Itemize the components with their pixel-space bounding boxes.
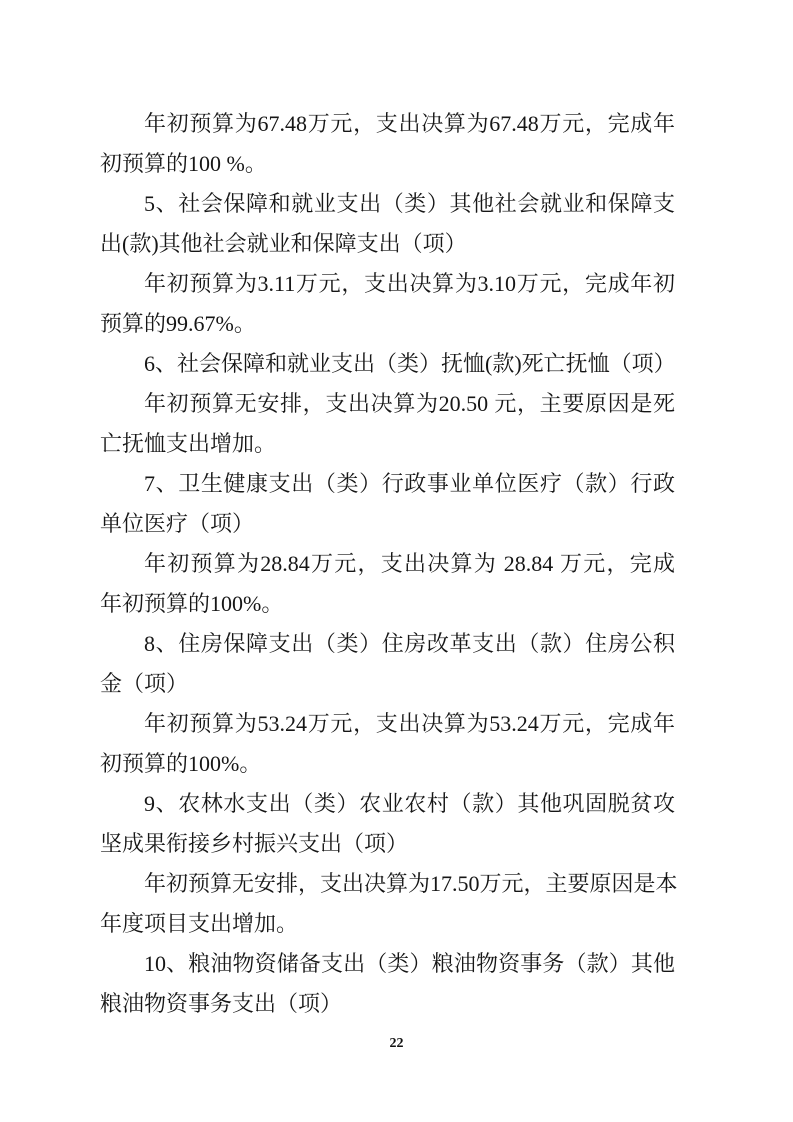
heading-line: 6、社会保障和就业支出（类）抚恤(款)死亡抚恤（项） [144,351,676,376]
body-line: 年初预算无安排，支出决算为20.50 元，主要原因是死 [144,391,675,416]
body-line: 年初预算的100%。 [100,591,284,616]
body-line: 亡抚恤支出增加。 [100,431,277,456]
heading-line: 9、农林水支出（类）农业农村（款）其他巩固脱贫攻 [144,791,675,816]
page-number: 22 [389,1036,404,1051]
body-line: 年初预算为3.11万元，支出决算为3.10万元，完成年初 [144,271,675,296]
heading-line: 5、社会保障和就业支出（类）其他社会就业和保障支 [144,191,675,216]
body-line: 初预算的100%。 [100,751,262,776]
heading-line: 单位医疗（项） [100,511,255,536]
body-line: 年初预算为67.48万元，支出决算为67.48万元，完成年 [144,111,675,136]
body-line: 年初预算无安排，支出决算为17.50万元，主要原因是本 [144,871,678,896]
heading-line: 出(款)其他社会就业和保障支出（项） [100,231,467,256]
body-line: 年初预算为53.24万元，支出决算为53.24万元，完成年 [144,711,675,736]
heading-line: 8、住房保障支出（类）住房改革支出（款）住房公积 [144,631,675,656]
body-line: 初预算的100 %。 [100,151,267,176]
body-line: 预算的99.67%。 [100,311,256,336]
document-body [100,104,678,1024]
heading-line: 10、粮油物资储备支出（类）粮油物资事务（款）其他 [144,951,675,976]
body-line: 年初预算为28.84万元，支出决算为 28.84 万元，完成 [144,551,675,576]
heading-line: 金（项） [100,671,189,696]
heading-line: 坚成果衔接乡村振兴支出（项） [100,831,409,856]
heading-line: 粮油物资事务支出（项） [100,991,343,1016]
heading-line: 7、卫生健康支出（类）行政事业单位医疗（款）行政 [144,471,675,496]
body-line: 年度项目支出增加。 [100,911,299,936]
